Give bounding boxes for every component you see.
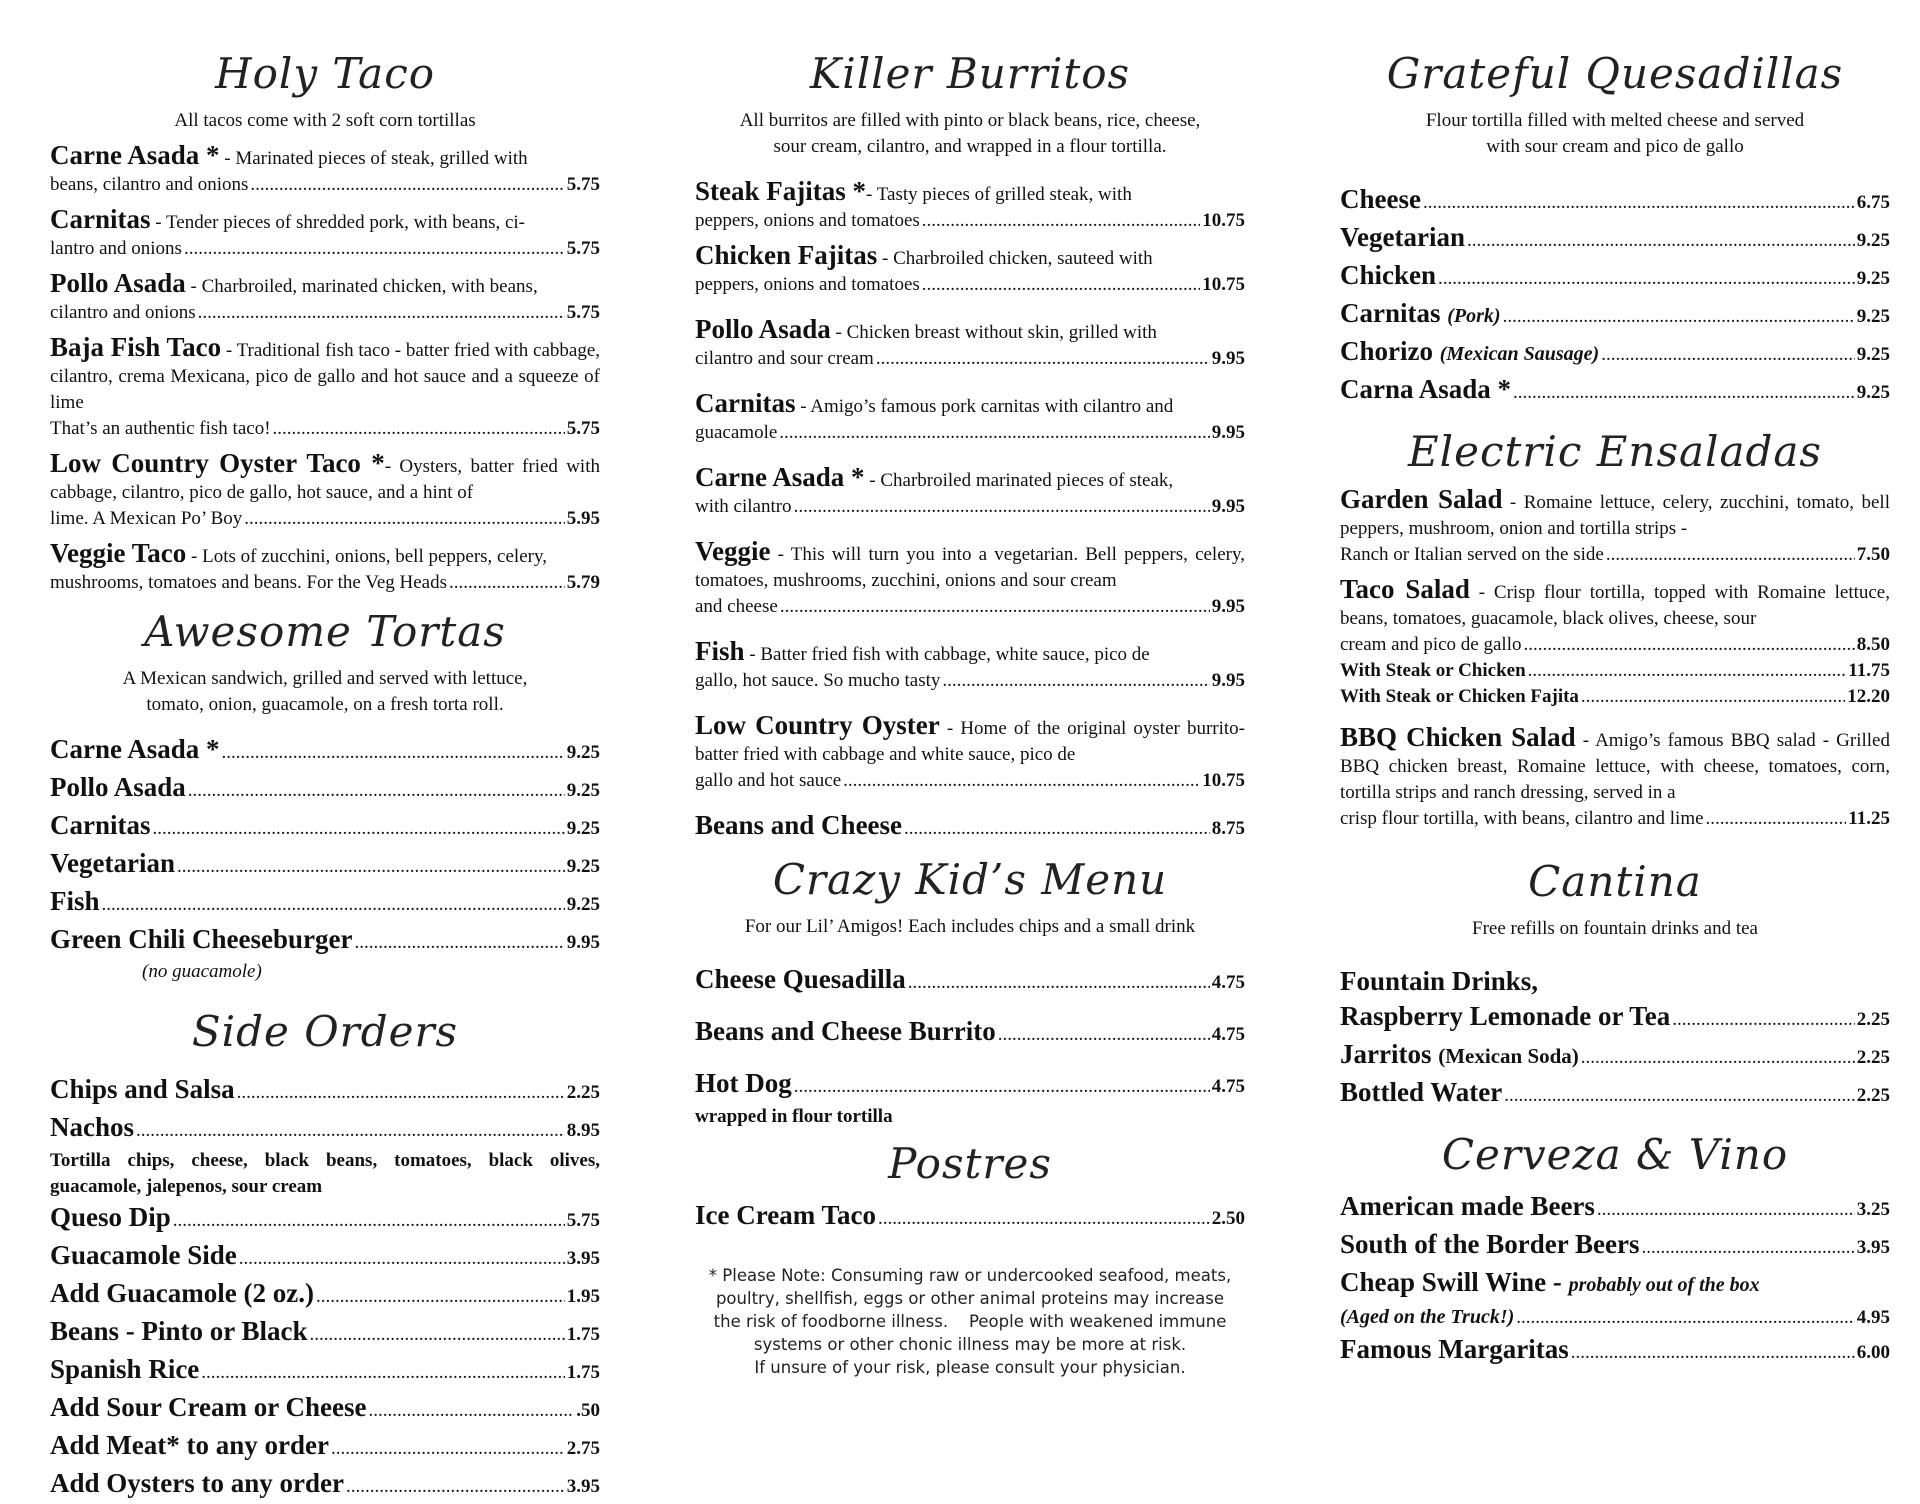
menu-item bbox=[1340, 1332, 1890, 1370]
item-name: Carne Asada * bbox=[695, 462, 865, 492]
item-name: Carnitas bbox=[50, 810, 151, 840]
tortas-subtitle-line: tomato, onion, guacamole, on a fresh torta roll. bbox=[146, 694, 504, 715]
menu-item bbox=[50, 1072, 600, 1110]
item-desc: - Amigo’s famous pork carnitas with cilantro and bbox=[795, 396, 1174, 417]
item-price: 2.25 bbox=[1856, 1047, 1890, 1068]
item-price: 8.95 bbox=[566, 1120, 600, 1141]
item-desc: - Batter fried fish with cabbage, white sauce, pico de bbox=[744, 644, 1150, 665]
item-name: Cheese bbox=[1340, 184, 1421, 214]
allergy-footnote bbox=[695, 1264, 1245, 1379]
item-desc: - Amigo’s famous BBQ salad - Grilled BBQ chicken breast, Romaine lettuce, with cheese, tomatoes, corn, tortilla strips and ranch dressing, served in a bbox=[1340, 730, 1890, 803]
holy-taco-title: Holy Taco bbox=[214, 49, 436, 98]
item-desc: guacamole bbox=[695, 422, 778, 443]
tortas-subtitle-line: A Mexican sandwich, grilled and served with lettuce, bbox=[122, 668, 528, 689]
footnote-line: the risk of foodborne illness. People with weakened immune bbox=[713, 1312, 1227, 1331]
tortas-title: Awesome Tortas bbox=[144, 607, 506, 656]
item-name: Carne Asada * bbox=[50, 734, 220, 764]
menu-item bbox=[50, 1352, 600, 1390]
menu-item bbox=[695, 178, 1245, 234]
quesadillas-subtitle-line: Flour tortilla filled with melted cheese and served bbox=[1425, 110, 1805, 131]
item-desc: - Tasty pieces of grilled steak, with bbox=[866, 184, 1132, 205]
item-name: Hot Dog bbox=[695, 1068, 792, 1098]
menu-item bbox=[1340, 658, 1890, 684]
item-desc: cream and pico de gallo bbox=[1340, 634, 1522, 655]
menu-item bbox=[695, 712, 1245, 794]
menu-item bbox=[1340, 334, 1890, 372]
item-name: Baja Fish Taco bbox=[50, 332, 222, 362]
item-name: Carnitas bbox=[1340, 298, 1441, 328]
item-name: Vegetarian bbox=[50, 848, 175, 878]
item-price: 5.75 bbox=[566, 238, 600, 259]
item-desc: crisp flour tortilla, with beans, cilantro and lime bbox=[1340, 808, 1704, 829]
item-name: Pollo Asada bbox=[695, 314, 831, 344]
item-price: 9.25 bbox=[566, 894, 600, 915]
item-name: Fish bbox=[50, 886, 100, 916]
item-price: 2.75 bbox=[566, 1438, 600, 1459]
item-price: 2.25 bbox=[1856, 1009, 1890, 1030]
burritos-subtitle-line: sour cream, cilantro, and wrapped in a flour tortilla. bbox=[773, 136, 1167, 157]
item-desc: gallo, hot sauce. So mucho tasty bbox=[695, 670, 941, 691]
item-desc: gallo and hot sauce bbox=[695, 770, 842, 791]
item-desc: beans, cilantro and onions bbox=[50, 174, 249, 195]
menu-item bbox=[50, 450, 600, 532]
item-desc: - Oysters, batter fried with cabbage, cilantro, pico de gallo, hot sauce, and a hint of bbox=[50, 456, 600, 503]
menu-item bbox=[50, 1238, 600, 1276]
item-price: 3.95 bbox=[566, 1248, 600, 1269]
item-desc: mushrooms, tomatoes and beans. For the Veg Heads bbox=[50, 572, 448, 593]
item-desc: peppers, onions and tomatoes bbox=[695, 274, 920, 295]
item-name: Vegetarian bbox=[1340, 222, 1465, 252]
item-note: (Pork) bbox=[1447, 305, 1501, 327]
item-desc: cilantro and sour cream bbox=[695, 348, 874, 369]
item-name: Beans and Cheese bbox=[695, 810, 903, 840]
tortas-note: (no guacamole) bbox=[142, 961, 262, 982]
menu-item bbox=[50, 808, 600, 846]
cantina-title: Cantina bbox=[1528, 857, 1702, 906]
item-desc: - Romaine lettuce, celery, zucchini, tomato, bell peppers, mushroom, onion and tortilla strips - bbox=[1340, 492, 1890, 539]
item-price: 9.25 bbox=[1856, 268, 1890, 289]
menu-item bbox=[50, 270, 600, 326]
menu-item bbox=[1340, 1075, 1890, 1113]
item-price: 9.25 bbox=[566, 742, 600, 763]
item-name: Beans and Cheese Burrito bbox=[695, 1016, 996, 1046]
item-price: 10.75 bbox=[1202, 210, 1245, 231]
item-name: Cheap Swill Wine - bbox=[1340, 1267, 1569, 1297]
item-price: 5.75 bbox=[566, 418, 600, 439]
burritos-subtitle-line: All burritos are filled with pinto or black beans, rice, cheese, bbox=[739, 110, 1201, 131]
menu-item bbox=[1340, 999, 1890, 1037]
item-name: Low Country Oyster bbox=[695, 710, 940, 740]
item-name: Carna Asada * bbox=[1340, 374, 1512, 404]
menu-item bbox=[50, 1390, 600, 1428]
menu-item bbox=[1340, 372, 1890, 410]
item-price: 10.75 bbox=[1202, 770, 1245, 791]
item-name: American made Beers bbox=[1340, 1191, 1595, 1221]
item-price: 4.75 bbox=[1211, 972, 1245, 993]
item-desc: - Lots of zucchini, onions, bell peppers, celery, bbox=[186, 546, 547, 567]
item-name: Add Oysters to any order bbox=[50, 1468, 344, 1498]
item-desc: cilantro and onions bbox=[50, 302, 196, 323]
item-desc: lime. A Mexican Po’ Boy bbox=[50, 508, 243, 529]
item-price: 5.75 bbox=[566, 302, 600, 323]
item-price: 9.25 bbox=[1856, 306, 1890, 327]
item-price: 6.00 bbox=[1856, 1342, 1890, 1363]
menu-item bbox=[1340, 1303, 1890, 1332]
cantina-subtitle: Free refills on fountain drinks and tea bbox=[1472, 918, 1758, 939]
item-price: 1.95 bbox=[566, 1286, 600, 1307]
item-desc: - This will turn you into a vegetarian. Bell peppers, celery, tomatoes, mushrooms, zucchini, onions and sour cream bbox=[695, 544, 1245, 591]
item-price: 8.75 bbox=[1211, 818, 1245, 839]
item-name: Carnitas bbox=[695, 388, 796, 418]
item-price: 9.25 bbox=[1856, 344, 1890, 365]
item-name: Raspberry Lemonade or Tea bbox=[1340, 1001, 1671, 1031]
menu-item bbox=[50, 770, 600, 808]
item-name: Bottled Water bbox=[1340, 1077, 1503, 1107]
nachos-desc: Tortilla chips, cheese, black beans, tomatoes, black olives, guacamole, jalepenos, sour cream bbox=[50, 1150, 600, 1197]
item-name: Chicken bbox=[1340, 260, 1437, 290]
menu-item bbox=[1340, 182, 1890, 220]
item-name: Carne Asada * bbox=[50, 140, 220, 170]
menu-item bbox=[1340, 576, 1890, 658]
item-name: Fish bbox=[695, 636, 745, 666]
item-desc: and cheese bbox=[695, 596, 778, 617]
menu-item bbox=[50, 732, 600, 770]
item-price: 9.25 bbox=[566, 856, 600, 877]
menu-item bbox=[50, 540, 600, 596]
item-desc: - Charbroiled marinated pieces of steak, bbox=[864, 470, 1174, 491]
item-name: Queso Dip bbox=[50, 1202, 171, 1232]
kids-title: Crazy Kid’s Menu bbox=[772, 855, 1168, 904]
burritos-subtitle bbox=[695, 108, 1245, 160]
item-price: 3.95 bbox=[1856, 1237, 1890, 1258]
menu-item bbox=[50, 142, 600, 198]
item-price: 9.25 bbox=[566, 818, 600, 839]
menu-item bbox=[695, 464, 1245, 520]
menu-item bbox=[1340, 258, 1890, 296]
item-price: 9.95 bbox=[1211, 422, 1245, 443]
menu-item bbox=[1340, 486, 1890, 568]
item-price: 1.75 bbox=[566, 1324, 600, 1345]
item-price: 9.95 bbox=[1211, 348, 1245, 369]
item-desc: with cilantro bbox=[695, 496, 792, 517]
item-price: 3.95 bbox=[566, 1476, 600, 1497]
item-price: 3.25 bbox=[1856, 1199, 1890, 1220]
menu-item bbox=[50, 1428, 600, 1466]
menu-item bbox=[695, 390, 1245, 446]
item-desc: - Chicken breast without skin, grilled with bbox=[830, 322, 1157, 343]
item-desc: - Home of the original oyster burrito- batter fried with cabbage and white sauce, pico de bbox=[695, 718, 1246, 765]
menu-item bbox=[1340, 684, 1890, 710]
item-name: Green Chili Cheeseburger bbox=[50, 924, 353, 954]
item-price: 9.95 bbox=[1211, 670, 1245, 691]
footnote-line: * Please Note: Consuming raw or undercooked seafood, meats, bbox=[708, 1266, 1232, 1285]
menu-item bbox=[695, 1066, 1245, 1104]
item-name: Steak Fajitas * bbox=[695, 176, 866, 206]
quesadillas-subtitle bbox=[1340, 108, 1890, 160]
item-price: 1.75 bbox=[566, 1362, 600, 1383]
item-name: With Steak or Chicken bbox=[1340, 660, 1526, 681]
menu-item bbox=[695, 808, 1245, 846]
item-desc: - Crisp flour tortilla, topped with Romaine lettuce, beans, tomatoes, guacamole, black olives, cheese, sour bbox=[1340, 582, 1890, 629]
item-note: (Aged on the Truck!) bbox=[1340, 1306, 1515, 1328]
footnote-line: If unsure of your risk, please consult your physician. bbox=[754, 1358, 1186, 1377]
item-note: (Mexican Soda) bbox=[1438, 1044, 1579, 1068]
item-price: 4.75 bbox=[1211, 1024, 1245, 1045]
item-name: Jarritos bbox=[1340, 1039, 1432, 1069]
item-desc: peppers, onions and tomatoes bbox=[695, 210, 920, 231]
column-middle bbox=[695, 46, 1245, 1379]
menu-item bbox=[695, 1198, 1245, 1236]
item-name: Chicken Fajitas bbox=[695, 240, 878, 270]
item-name: BBQ Chicken Salad bbox=[1340, 722, 1576, 752]
menu-item bbox=[1340, 296, 1890, 334]
menu-item bbox=[50, 846, 600, 884]
item-name: Pollo Asada bbox=[50, 772, 186, 802]
menu-item bbox=[50, 1314, 600, 1352]
item-price: 2.25 bbox=[566, 1082, 600, 1103]
kids-subtitle: For our Lil’ Amigos! Each includes chips and a small drink bbox=[744, 916, 1196, 937]
item-name: Chips and Salsa bbox=[50, 1074, 235, 1104]
quesadillas-subtitle-line: with sour cream and pico de gallo bbox=[1486, 136, 1744, 157]
menu-item bbox=[1340, 220, 1890, 258]
item-price: 2.25 bbox=[1856, 1085, 1890, 1106]
item-price: 4.75 bbox=[1211, 1076, 1245, 1097]
footnote-line: poultry, shellfish, eggs or other animal proteins may increase bbox=[715, 1289, 1225, 1308]
quesadillas-title: Grateful Quesadillas bbox=[1386, 49, 1844, 98]
item-desc: That’s an authentic fish taco! bbox=[50, 418, 271, 439]
item-price: 11.25 bbox=[1848, 808, 1890, 829]
item-name: Cheese Quesadilla bbox=[695, 964, 906, 994]
item-note: (Mexican Sausage) bbox=[1439, 343, 1600, 365]
item-name: Add Meat* to any order bbox=[50, 1430, 329, 1460]
menu-item bbox=[50, 884, 600, 922]
item-price: 5.79 bbox=[566, 572, 600, 593]
item-name: Nachos bbox=[50, 1112, 135, 1142]
menu-item bbox=[50, 1110, 600, 1148]
menu-item bbox=[695, 538, 1245, 620]
cerveza-title: Cerveza & Vino bbox=[1441, 1130, 1789, 1179]
item-price: 7.50 bbox=[1856, 544, 1890, 565]
item-name: Guacamole Side bbox=[50, 1240, 237, 1270]
item-name: With Steak or Chicken Fajita bbox=[1340, 686, 1579, 707]
menu-item bbox=[50, 206, 600, 262]
item-price: 9.95 bbox=[1211, 596, 1245, 617]
menu-item bbox=[1340, 1189, 1890, 1227]
item-desc: - Tender pieces of shredded pork, with beans, ci- bbox=[150, 212, 525, 233]
menu-item bbox=[50, 1466, 600, 1504]
ensaladas-title: Electric Ensaladas bbox=[1408, 427, 1822, 476]
tortas-subtitle bbox=[50, 666, 600, 718]
holy-taco-subtitle: All tacos come with 2 soft corn tortillas bbox=[174, 110, 476, 131]
item-price: .50 bbox=[576, 1400, 600, 1421]
menu-item bbox=[50, 1200, 600, 1238]
column-left bbox=[50, 46, 600, 1504]
column-right bbox=[1340, 46, 1890, 1370]
item-price: 5.95 bbox=[566, 508, 600, 529]
item-name: Spanish Rice bbox=[50, 1354, 200, 1384]
item-price: 9.25 bbox=[1856, 382, 1890, 403]
menu-item bbox=[1340, 724, 1890, 832]
item-price: 8.50 bbox=[1856, 634, 1890, 655]
item-desc: - Traditional fish taco - batter fried with cabbage, cilantro, crema Mexicana, pico de gallo and hot sauce and a squeeze of lime bbox=[50, 340, 600, 413]
item-price: 2.50 bbox=[1211, 1208, 1245, 1229]
menu-item bbox=[50, 922, 600, 960]
hotdog-note: wrapped in flour tortilla bbox=[695, 1106, 893, 1127]
item-name: Add Guacamole (2 oz.) bbox=[50, 1278, 314, 1308]
menu-item bbox=[1340, 1037, 1890, 1075]
footnote-line: systems or other chonic illness may be more at risk. bbox=[753, 1335, 1187, 1354]
item-price: 9.95 bbox=[1211, 496, 1245, 517]
item-name: Veggie bbox=[695, 536, 771, 566]
item-name: Low Country Oyster Taco * bbox=[50, 448, 385, 478]
item-desc: - Marinated pieces of steak, grilled with bbox=[219, 148, 528, 169]
menu-item bbox=[695, 242, 1245, 298]
item-price: 9.25 bbox=[566, 780, 600, 801]
menu-item bbox=[695, 316, 1245, 372]
menu-item bbox=[695, 962, 1245, 1000]
menu-item bbox=[1340, 1265, 1890, 1303]
item-price: 12.20 bbox=[1847, 686, 1890, 707]
item-name: Carnitas bbox=[50, 204, 151, 234]
menu-item bbox=[50, 1276, 600, 1314]
menu-item bbox=[695, 638, 1245, 694]
item-price: 5.75 bbox=[566, 1210, 600, 1231]
postres-title: Postres bbox=[888, 1139, 1052, 1188]
item-desc: lantro and onions bbox=[50, 238, 182, 259]
item-name: Garden Salad bbox=[1340, 484, 1503, 514]
item-price: 5.75 bbox=[566, 174, 600, 195]
item-name: Beans - Pinto or Black bbox=[50, 1316, 308, 1346]
menu-item bbox=[695, 1014, 1245, 1052]
item-name: Chorizo bbox=[1340, 336, 1433, 366]
item-desc: Ranch or Italian served on the side bbox=[1340, 544, 1604, 565]
item-name: Ice Cream Taco bbox=[695, 1200, 876, 1230]
menu-item bbox=[50, 334, 600, 442]
item-name: South of the Border Beers bbox=[1340, 1229, 1640, 1259]
item-price: 4.95 bbox=[1856, 1307, 1890, 1328]
menu-item bbox=[1340, 1227, 1890, 1265]
item-desc: - Charbroiled, marinated chicken, with beans, bbox=[185, 276, 538, 297]
item-price: 11.75 bbox=[1848, 660, 1890, 681]
item-price: 6.75 bbox=[1856, 192, 1890, 213]
item-name: Veggie Taco bbox=[50, 538, 187, 568]
item-name: Famous Margaritas bbox=[1340, 1334, 1569, 1364]
item-price: 9.95 bbox=[566, 932, 600, 953]
item-name: Add Sour Cream or Cheese bbox=[50, 1392, 367, 1422]
item-name: Taco Salad bbox=[1340, 574, 1470, 604]
item-desc: - Charbroiled chicken, sauteed with bbox=[877, 248, 1153, 269]
item-name: Pollo Asada bbox=[50, 268, 186, 298]
burritos-title: Killer Burritos bbox=[809, 49, 1131, 98]
fountain-drinks-label: Fountain Drinks, bbox=[1340, 966, 1539, 996]
item-price: 9.25 bbox=[1856, 230, 1890, 251]
sides-title: Side Orders bbox=[191, 1007, 459, 1056]
item-note: probably out of the box bbox=[1568, 1274, 1760, 1296]
item-price: 10.75 bbox=[1202, 274, 1245, 295]
